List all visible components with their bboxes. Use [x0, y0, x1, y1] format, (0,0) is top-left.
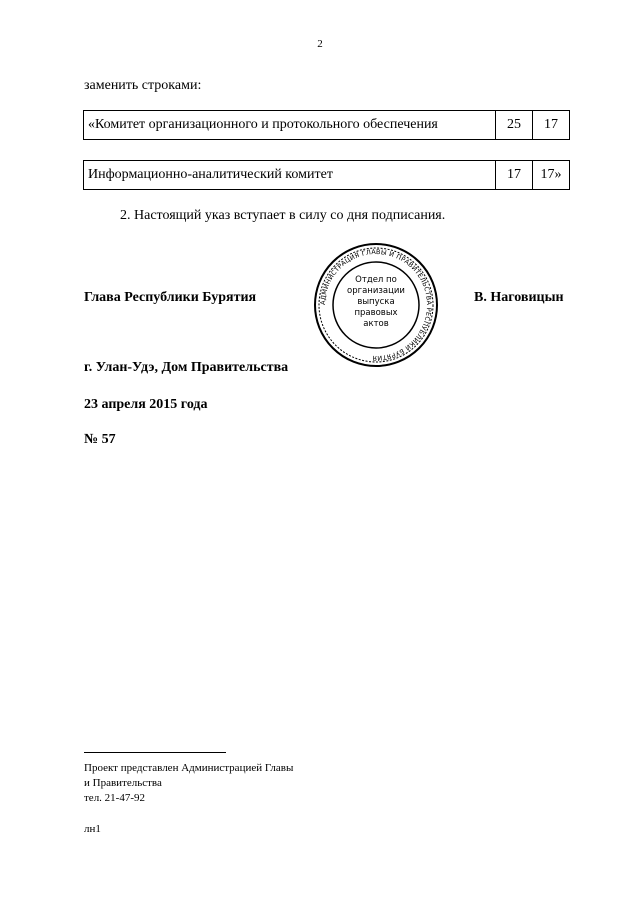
- footer-line: Проект представлен Администрацией Главы: [84, 762, 294, 774]
- value-cell: 17»: [533, 161, 570, 190]
- place-text: г. Улан-Удэ, Дом Правительства: [84, 360, 289, 375]
- stamp-ring-text: АДМИНИСТРАЦИЯ ГЛАВЫ И ПРАВИТЕЛЬСТВА РЕСПУБЛИКИ БУРЯТИЯ: [318, 247, 434, 363]
- intro-text: заменить строками:: [84, 78, 202, 93]
- signatory-position: Глава Республики Бурятия: [84, 290, 257, 305]
- document-code: лн1: [84, 823, 101, 835]
- signatory-name: В. Наговицын: [474, 290, 564, 305]
- stamp-line: правовых: [354, 308, 398, 318]
- footer-line: и Правительства: [84, 777, 162, 789]
- committee-name: «Комитет организационного и протокольного обеспечения: [84, 111, 496, 140]
- stamp-line: организации: [347, 286, 405, 296]
- decree-number: № 57: [84, 432, 116, 447]
- stamp-line: актов: [363, 319, 389, 329]
- table-row: [83, 110, 570, 140]
- date-text: 23 апреля 2015 года: [84, 397, 208, 412]
- footer-note: [84, 761, 293, 806]
- value-cell: 25: [496, 111, 533, 140]
- stamp-line: Отдел по: [355, 275, 397, 285]
- page-number: 2: [317, 38, 323, 50]
- committee-name: Информационно-аналитический комитет: [84, 161, 496, 190]
- clause-text: 2. Настоящий указ вступает в силу со дня подписания.: [120, 208, 446, 223]
- value-cell: 17: [496, 161, 533, 190]
- official-stamp: [313, 242, 439, 368]
- footer-divider: [84, 752, 226, 753]
- stamp-line: выпуска: [357, 297, 395, 307]
- table-row: [83, 160, 570, 190]
- footer-line: тел. 21-47-92: [84, 792, 146, 804]
- value-cell: 17: [533, 111, 570, 140]
